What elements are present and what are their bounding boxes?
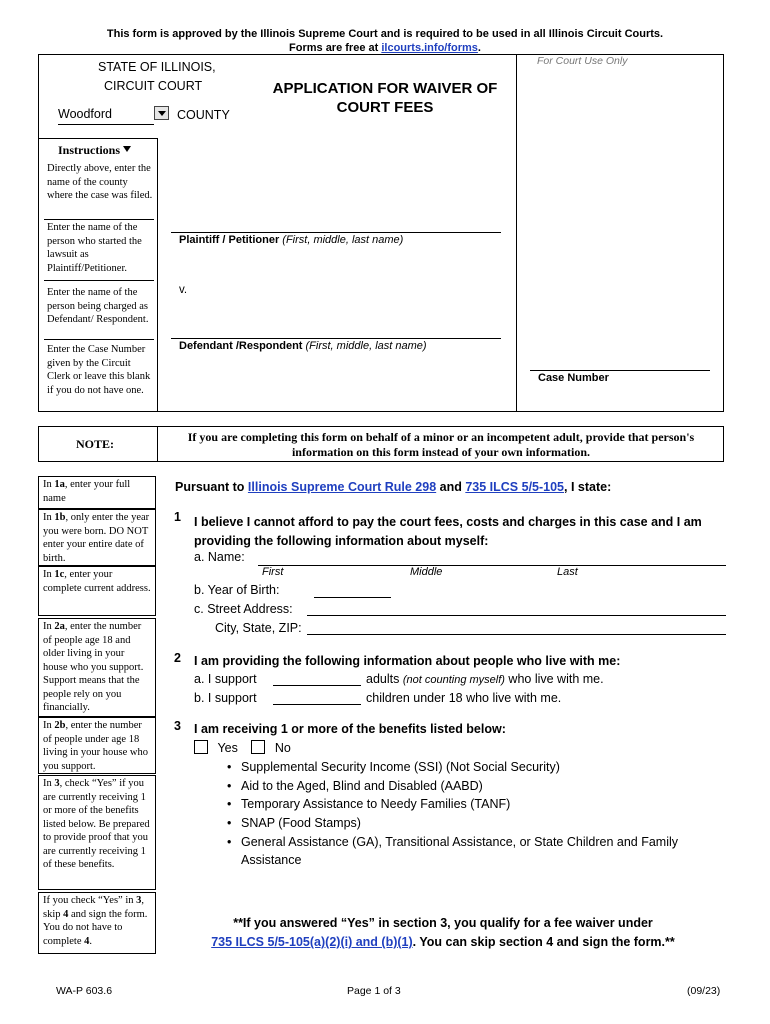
n2a-post: , enter the number of people age 18 and older living in your house who you support. Support means that the people rely on you financially. xyxy=(43,621,144,713)
defendant-name-line[interactable] xyxy=(171,338,501,339)
side-note-1a xyxy=(38,476,156,509)
section-1-heading xyxy=(194,513,702,551)
fee-waiver-line-1: **If you answered “Yes” in section 3, you qualify for a fee waiver under xyxy=(233,916,653,930)
instr-divider-3 xyxy=(44,339,154,340)
n1b-post: , only enter the year you were born. DO NOT enter your entire date of birth. xyxy=(43,512,150,564)
approval-line-1: This form is approved by the Illinois Supreme Court and is required to be used in all Illinois Circuit Courts. xyxy=(106,28,664,40)
benefit-ga-cont: Assistance xyxy=(241,853,302,867)
caret-down-icon xyxy=(123,146,131,152)
county-value: Woodford xyxy=(58,107,112,121)
section-2-heading: I am providing the following information about people who live with me: xyxy=(194,654,621,668)
ilcs-5-105-link[interactable]: 735 ILCS 5/5-105 xyxy=(465,480,565,494)
note-label: NOTE: xyxy=(76,437,115,451)
year-of-birth-input[interactable] xyxy=(314,597,391,598)
n1b-pre: In xyxy=(43,512,55,523)
plaintiff-label xyxy=(179,234,403,246)
instr-divider-2 xyxy=(44,280,154,281)
children-label: b. I support xyxy=(194,691,257,705)
yes-checkbox[interactable] xyxy=(194,740,208,754)
children-text: children under 18 who live with me. xyxy=(366,691,562,705)
n3-key: 3 xyxy=(54,778,60,789)
approval-notice xyxy=(0,27,770,55)
n3b-mid: , skip xyxy=(43,895,144,920)
approval-suffix: . xyxy=(477,42,481,54)
circuit-court: CIRCUIT COURT xyxy=(104,79,203,93)
city-state-zip-label: City, State, ZIP: xyxy=(215,621,302,635)
s1-heading-line-1: I believe I cannot afford to pay the court fees, costs and charges in this case and I am xyxy=(194,515,702,529)
adults-text-post: who live with me. xyxy=(504,672,604,686)
n3b-key: 3 xyxy=(136,895,142,906)
benefits-yes-no xyxy=(194,740,291,755)
adults-text-italic: (not counting myself) xyxy=(402,674,505,686)
page-number: Page 1 of 3 xyxy=(347,985,401,997)
instruction-defendant: Enter the name of the person being charged as Defendant/ Respondent. xyxy=(47,287,149,325)
s1-heading-line-2: providing the following information about myself: xyxy=(194,534,489,548)
yes-label: Yes xyxy=(217,741,238,755)
plaintiff-label-text: Plaintiff / Petitioner xyxy=(179,234,280,246)
middle-name-hint: Middle xyxy=(410,566,443,578)
pursuant-post: , I state: xyxy=(564,480,612,494)
side-note-3 xyxy=(38,775,156,890)
court-box-bottom xyxy=(38,138,158,139)
court-use-only: For Court Use Only xyxy=(537,55,628,67)
pursuant-mid: and xyxy=(436,480,466,494)
form-id: WA-P 603.6 xyxy=(56,985,113,997)
city-state-zip-input[interactable] xyxy=(307,634,726,635)
pursuant-statement xyxy=(175,480,611,494)
instruction-case-number: Enter the Case Number given by the Circuit Clerk or leave this blank if you do not have one. xyxy=(47,344,151,396)
note-divider xyxy=(157,426,158,462)
defendant-label xyxy=(179,340,427,352)
n3b-post: and sign the form. You do not have to complete xyxy=(43,908,148,947)
benefit-ga: • General Assistance (GA), Transitional Assistance, or State Children and Family xyxy=(241,835,678,849)
instr-divider-1 xyxy=(44,219,154,220)
benefit-ssi: • Supplemental Security Income (SSI) (Not Social Security) xyxy=(241,760,560,774)
instructions-heading[interactable] xyxy=(58,143,131,158)
fee-waiver-line-2-post: . You can skip section 4 and sign the form.** xyxy=(412,935,675,949)
ilcourts-link[interactable]: ilcourts.info/forms xyxy=(381,42,478,54)
side-note-2a xyxy=(38,618,156,717)
caption-divider-1 xyxy=(157,138,158,412)
form-title xyxy=(260,79,510,117)
adults-text-pre: adults xyxy=(366,672,403,686)
n2b-post: , enter the number of people under age 18 living in your house who you support. xyxy=(43,720,148,772)
n2a-key: 2a xyxy=(54,621,65,632)
fee-waiver-line-2 xyxy=(160,933,726,952)
n1a-pre: In xyxy=(43,479,55,490)
instruction-plaintiff: Enter the name of the person who started the lawsuit as Plaintiff/Petitioner. xyxy=(47,222,142,274)
benefit-tanf: • Temporary Assistance to Needy Families (TANF) xyxy=(241,797,510,811)
section-2-number: 2 xyxy=(174,651,181,665)
n2a-pre: In xyxy=(43,621,55,632)
side-note-2b xyxy=(38,717,156,774)
year-of-birth-label: b. Year of Birth: xyxy=(194,583,280,597)
benefit-snap: • SNAP (Food Stamps) xyxy=(241,816,361,830)
fee-waiver-note xyxy=(160,914,726,952)
side-note-3-skip xyxy=(38,892,156,954)
side-note-1c xyxy=(38,566,156,616)
name-label: a. Name: xyxy=(194,550,245,564)
note-line-2: information on this form instead of your own information. xyxy=(291,445,591,459)
county-select[interactable] xyxy=(58,106,169,121)
chevron-down-icon[interactable] xyxy=(154,106,169,120)
street-address-label: c. Street Address: xyxy=(194,602,293,616)
children-count-input[interactable] xyxy=(273,704,361,705)
defendant-label-text: Defendant /Respondent xyxy=(179,340,303,352)
adults-label: a. I support xyxy=(194,672,257,686)
pursuant-pre: Pursuant to xyxy=(175,480,248,494)
first-name-hint: First xyxy=(262,566,284,578)
n2b-pre: In xyxy=(43,720,55,731)
no-checkbox[interactable] xyxy=(251,740,265,754)
n3-pre: In xyxy=(43,778,55,789)
n1c-key: 1c xyxy=(54,569,65,580)
approval-line-2 xyxy=(0,41,770,55)
n3b-key3: 4 xyxy=(84,935,90,947)
instructions-label: Instructions xyxy=(58,143,121,157)
n1c-post: , enter your complete current address. xyxy=(43,569,151,594)
state-of-illinois: STATE OF ILLINOIS, xyxy=(98,60,216,74)
section-3-number: 3 xyxy=(174,719,181,733)
no-label: No xyxy=(274,741,291,755)
approval-prefix: Forms are free at xyxy=(289,42,382,54)
street-address-input[interactable] xyxy=(307,615,726,616)
benefit-aabd: • Aid to the Aged, Blind and Disabled (AABD) xyxy=(241,779,483,793)
section-3-heading: I am receiving 1 or more of the benefits listed below: xyxy=(194,722,506,736)
versus: v. xyxy=(179,284,188,296)
n1a-post: , enter your full name xyxy=(43,479,131,504)
adults-text xyxy=(366,672,604,686)
county-label: COUNTY xyxy=(177,108,230,122)
n1c-pre: In xyxy=(43,569,55,580)
n3-post: , check “Yes” if you are currently receiving 1 or more of the benefits listed below. Be prepared to provide proof that you are currently receiving 1 of these benefits. xyxy=(43,778,150,870)
plaintiff-hint: (First, middle, last name) xyxy=(282,234,404,246)
case-number-label: Case Number xyxy=(538,372,609,384)
n1b-key: 1b xyxy=(54,512,66,523)
note-text xyxy=(160,430,722,460)
side-note-1b xyxy=(38,509,156,566)
ilcs-105a-link[interactable]: 735 ILCS 5/5-105(a)(2)(i) and (b)(1) xyxy=(211,935,413,949)
defendant-hint: (First, middle, last name) xyxy=(305,340,427,352)
plaintiff-name-line[interactable] xyxy=(171,232,501,233)
note-line-1: If you are completing this form on behalf of a minor or an incompetent adult, provide that person's xyxy=(187,430,695,444)
title-line-2: COURT FEES xyxy=(336,99,434,116)
n2b-key: 2b xyxy=(54,720,66,731)
section-1-number: 1 xyxy=(174,510,181,524)
title-line-1: APPLICATION FOR WAIVER OF xyxy=(272,80,498,97)
n3b-end: . xyxy=(89,935,92,947)
revision-date: (09/23) xyxy=(687,985,721,997)
instruction-county: Directly above, enter the name of the county where the case was filed. xyxy=(47,163,153,201)
n1a-key: 1a xyxy=(54,479,65,490)
rule-298-link[interactable]: Illinois Supreme Court Rule 298 xyxy=(247,480,437,494)
last-name-hint: Last xyxy=(557,566,578,578)
case-number-line[interactable] xyxy=(530,370,710,371)
n3b-key2: 4 xyxy=(63,908,69,920)
adults-count-input[interactable] xyxy=(273,685,361,686)
n3b-pre: If you check “Yes” in xyxy=(43,895,137,906)
county-underline xyxy=(58,124,154,125)
caption-divider-2 xyxy=(516,54,517,412)
name-input-line[interactable] xyxy=(258,565,726,566)
